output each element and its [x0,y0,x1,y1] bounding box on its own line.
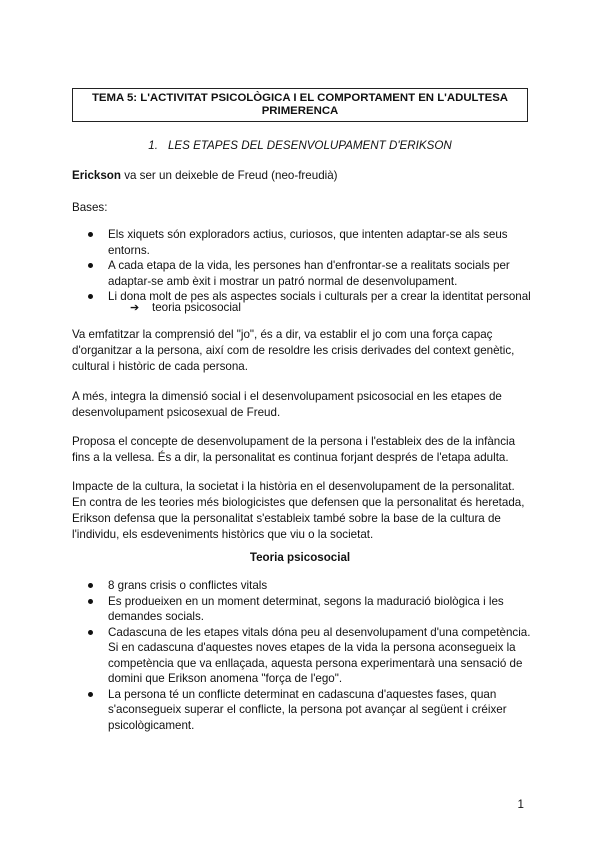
paragraph: Impacte de la cultura, la societat i la història en el desenvolupament de la personalitat. En contra de les teories més biologicistes que defensen que la personalitat és heretada, Erikson defensa que la personalitat s'estableix també sobre la base de la cultura de l'individu, els esdeveniments històrics que viu o la societat. [72,480,525,541]
paragraph: Proposa el concepte de desenvolupament de la persona i l'estableix des de la infància fins a la vellesa. És a dir, la personalitat es continua forjant després de l'etapa adulta. [72,435,516,464]
author-name: Erickson [72,169,121,182]
sub-item-label: teoria psicosocial [152,301,241,314]
list-item: Cadascuna de les etapes vitals dóna peu al desenvolupament d'una competència. Si en cadascuna d'aquestes noves etapes de la vida la persona aconsegueix la competència que va enllaçada, aquesta persona experimentarà una sensació de domini que Erikson anomena "força de l'ego". [72,625,532,687]
bases-list [72,227,532,305]
list-item: La persona té un conflicte determinat en cadascuna d'aquestes fases, quan s'aconsegueix superar el conflicte, la persona pot avançar al següent i créixer psicològicament. [72,687,532,734]
bullet-icon [88,692,93,697]
section-number: 1. [148,139,158,152]
title-line-2: PRIMERENCA [261,105,339,117]
bullet-icon [88,232,93,237]
title-line-1: TEMA 5: L'ACTIVITAT PSICOLÒGICA I EL COMPORTAMENT EN L'ADULTESA [91,92,509,104]
bullet-icon [88,599,93,604]
list-item: Es produeixen en un moment determinat, segons la maduració biològica i les demandes socials. [72,594,532,625]
paragraph: A més, integra la dimensió social i el desenvolupament psicosocial en les etapes de desenvolupament psicosexual de Freud. [72,390,502,419]
arrow-right-icon: ➔ [130,302,140,314]
bases-label: Bases: [72,201,108,214]
bullet-icon [88,294,93,299]
section-heading [0,139,600,152]
list-item: Els xiquets són exploradors actius, curiosos, que intenten adaptar-se als seus entorns. [72,227,532,258]
theory-list [72,578,532,733]
list-item: A cada etapa de la vida, les persones han d'enfrontar-se a realitats socials per adaptar-se amb èxit i mostrar un patró normal de desenvolupament. [72,258,532,289]
bullet-icon [88,583,93,588]
title-box [72,88,528,122]
list-item: 8 grans crisis o conflictes vitals [72,578,532,594]
list-item: Li dona molt de pes als aspectes socials i culturals per a crear la identitat personal [72,289,532,305]
theory-heading: Teoria psicosocial [249,551,351,564]
bullet-icon [88,630,93,635]
intro-paragraph [72,168,532,184]
bullet-icon [88,263,93,268]
intro-text: va ser un deixeble de Freud (neo-freudià) [120,169,338,182]
sub-item [130,300,241,316]
paragraph: Va emfatitzar la comprensió del "jo", és a dir, va establir el jo com una força capaç d'organitzar a la persona, així com de resoldre les crisis derivades del context genètic, cultural i històric de cada persona. [72,328,515,373]
section-label: LES ETAPES DEL DESENVOLUPAMENT D'ERIKSON [167,139,452,152]
page-number: 1 [517,798,524,811]
